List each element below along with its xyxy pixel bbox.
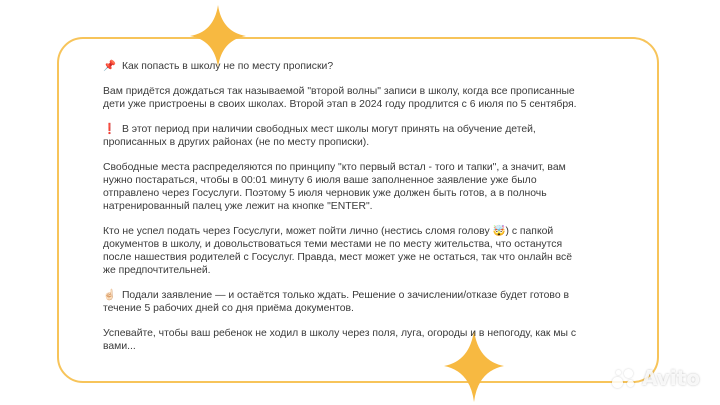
paragraph-1 — [103, 60, 581, 73]
paragraph-6 — [103, 289, 581, 315]
paragraph-7 — [103, 327, 581, 353]
paragraph-5 — [103, 225, 581, 277]
paragraph-text: Подали заявление — и остаётся только ждать. Решение о зачислении/отказе будет готово в течение 5 рабочих дней со дня приёма документов. — [103, 290, 570, 314]
pointing-finger-icon: ☝🏻 — [103, 290, 116, 301]
paragraph-text: Как попасть в школу не по месту прописки? — [121, 61, 334, 72]
paragraph-text: Кто не успел подать через Госуслуги, может пойти лично (нестись сломя голову 🤯) с папкой документов в школу, и довольствоваться теми местами не по месту жительства, что останутся после нашествия родителей с Госуслуг. Правда, мест может уже не остаться, так что онлайн всё же предпочтительней. — [103, 226, 573, 276]
avito-logo-icon — [612, 367, 638, 389]
article-text — [103, 60, 581, 365]
sparkle-star-icon-top — [190, 5, 246, 67]
paragraph-4 — [103, 161, 581, 213]
paragraph-text: Успевайте, чтобы ваш ребенок не ходил в школу через поля, луга, огороды и в непогоду, как мы с вами... — [103, 328, 577, 352]
pushpin-icon: 📌 — [103, 61, 116, 72]
exclamation-icon: ❗ — [103, 124, 116, 135]
paragraph-3 — [103, 123, 581, 149]
paragraph-text: Свободные места распределяются по принципу "кто первый встал - того и тапки", а значит, вам нужно постараться, чтобы в 00:01 минуту 6 июля ваше заполненное заявление уже было отправлено через Госуслуги. Поэтому 5 июля черновик уже должен быть готов, а в полночь натренированный палец уже лежит на кнопке "ENTER". — [103, 162, 566, 212]
paragraph-2 — [103, 85, 581, 111]
paragraph-text: Вам придётся дождаться так называемой "второй волны" записи в школу, когда все прописанные дети уже пристроены в своих школах. Второй этап в 2024 году продлится с 6 июля по 5 сентября. — [103, 86, 577, 110]
paragraph-text: В этот период при наличии свободных мест школы могут принять на обучение детей, прописанных в других районах (не по месту прописки). — [103, 124, 536, 148]
avito-watermark — [612, 366, 700, 390]
avito-wordmark: Avito — [642, 366, 700, 390]
